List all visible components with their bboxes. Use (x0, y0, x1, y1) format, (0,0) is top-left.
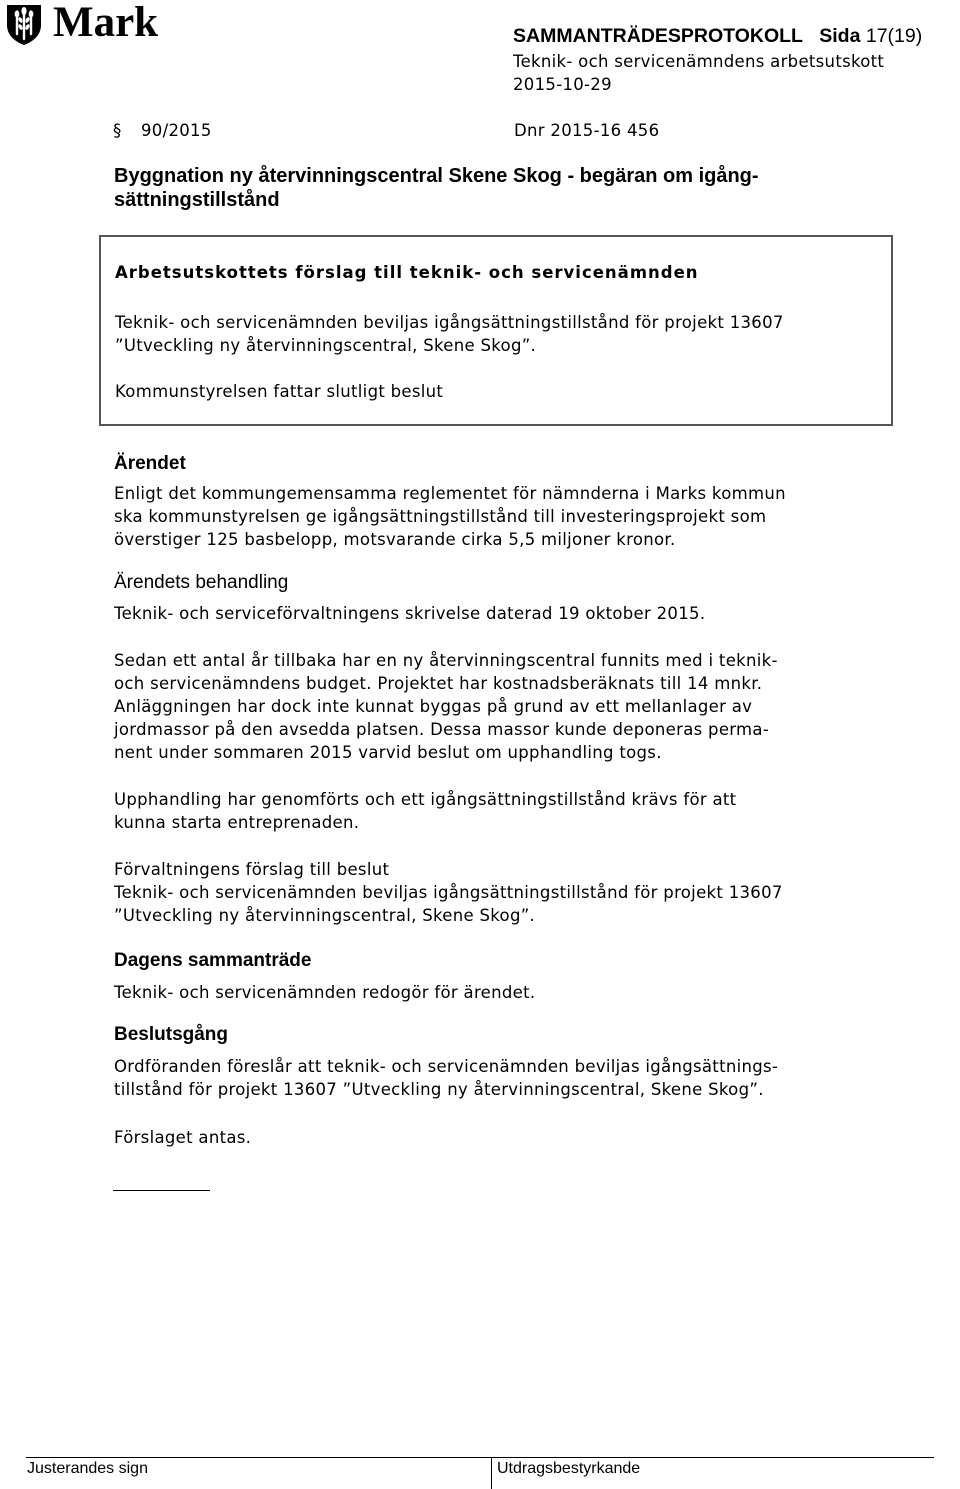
text-line: Teknik- och servicenämnden beviljas igångsättningstillstånd för projekt 13607 (115, 313, 784, 332)
text-line: kunna starta entreprenaden. (114, 813, 360, 832)
case-number-line (113, 119, 833, 143)
section-sign: § (113, 121, 122, 140)
text-line: ”Utveckling ny återvinningscentral, Skene Skog”. (114, 906, 536, 925)
proposal-heading: Arbetsutskottets förslag till teknik- och servicenämnden (115, 263, 699, 282)
proposal-box (99, 235, 893, 426)
case-number: 90/2015 (141, 121, 212, 140)
logo-wordmark: Mark (53, 0, 159, 46)
footer-certification-label: Utdragsbestyrkande (497, 1460, 641, 1477)
committee-name: Teknik- och servicenämndens arbetsutskott (513, 52, 885, 71)
diarienummer: Dnr 2015-16 456 (514, 121, 660, 140)
decision-conclusion: Förslaget antas. (114, 1128, 252, 1147)
forvaltning-block (114, 858, 904, 927)
meeting-date: 2015-10-29 (513, 75, 612, 94)
closing-divider (113, 1190, 210, 1191)
text-line: nent under sommaren 2015 varvid beslut om upphandling togs. (114, 743, 662, 762)
beslutsgang-text (114, 1055, 904, 1101)
behandling-reference: Teknik- och serviceförvaltningens skrivelse daterad 19 oktober 2015. (114, 604, 706, 623)
proposal-note: Kommunstyrelsen fattar slutligt beslut (115, 382, 444, 401)
footer-divider (26, 1457, 934, 1458)
page-number: 17(19) (865, 25, 923, 47)
title-line: Byggnation ny återvinningscentral Skene Skog - begäran om igång- (114, 165, 759, 187)
text-line: Sedan ett antal år tillbaka har en ny återvinningscentral funnits med i teknik- (114, 651, 778, 670)
page-title (114, 164, 874, 212)
text-line: tillstånd för projekt 13607 ”Utveckling ny återvinningscentral, Skene Skog”. (114, 1080, 764, 1099)
text-line: Teknik- och servicenämnden beviljas igångsättningstillstånd för projekt 13607 (114, 883, 783, 902)
text-line: och servicenämndens budget. Projektet har kostnadsberäknats till 14 mnkr. (114, 674, 763, 693)
document-type-heading (513, 24, 922, 48)
text-line: Upphandling har genomförts och ett igångsättningstillstånd krävs för att (114, 790, 737, 809)
arendet-text (114, 482, 904, 551)
behandling-paragraph (114, 788, 904, 834)
text-line: ska kommunstyrelsen ge igångsättningstillstånd till investeringsprojekt som (114, 507, 767, 526)
dagens-text: Teknik- och servicenämnden redogör för ärendet. (114, 983, 536, 1002)
text-line: Ordföranden föreslår att teknik- och servicenämnden beviljas igångsättnings- (114, 1057, 779, 1076)
municipality-crest-icon (5, 3, 43, 46)
text-line: ”Utveckling ny återvinningscentral, Skene Skog”. (115, 336, 537, 355)
footer-column-divider (491, 1457, 492, 1489)
page-label: Sida (819, 25, 861, 47)
section-heading-behandling: Ärendets behandling (114, 572, 289, 593)
proposal-text (115, 311, 875, 357)
behandling-paragraph (114, 649, 904, 764)
subheading-forvaltning: Förvaltningens förslag till beslut (114, 860, 390, 879)
document-type: SAMMANTRÄDESPROTOKOLL (513, 25, 803, 47)
section-heading-dagens: Dagens sammanträde (114, 950, 312, 971)
section-heading-beslutsgang: Beslutsgång (114, 1024, 229, 1045)
text-line: Anläggningen har dock inte kunnat byggas på grund av ett mellanlager av (114, 697, 753, 716)
section-heading-arendet: Ärendet (114, 453, 186, 474)
text-line: överstiger 125 basbelopp, motsvarande cirka 5,5 miljoner kronor. (114, 530, 676, 549)
text-line: Enligt det kommungemensamma reglementet för nämnderna i Marks kommun (114, 484, 786, 503)
text-line: jordmassor på den avsedda platsen. Dessa massor kunde deponeras perma- (114, 720, 770, 739)
title-line: sättningstillstånd (114, 189, 280, 211)
footer-signature-label: Justerandes sign (27, 1460, 148, 1477)
